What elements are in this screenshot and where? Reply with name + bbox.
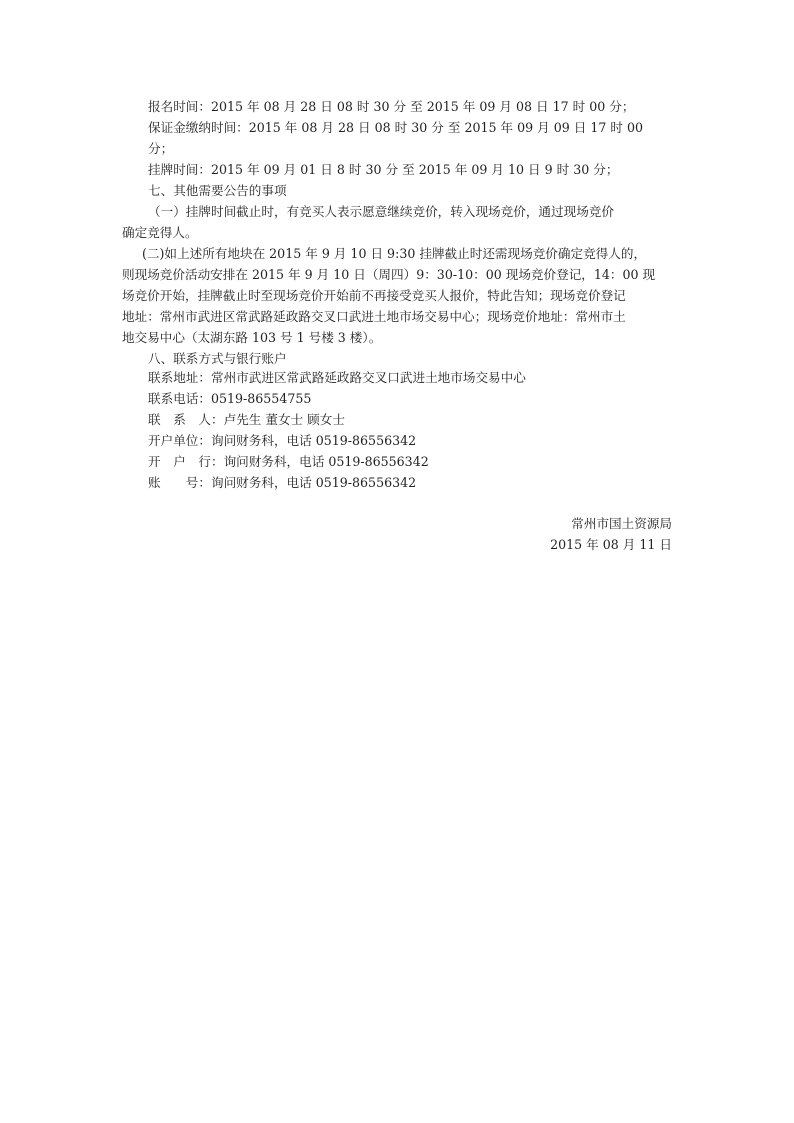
issuer-name: 常州市国土资源局 [571,516,672,531]
section7-item1-line2: 确定竞得人。 [122,225,198,240]
section8-heading: 八、联系方式与银行账户 [148,351,287,366]
section7-item2-line5: 地交易中心（太湖东路 103 号 1 号楼 3 楼）。 [122,330,382,345]
deposit-time-line1: 保证金缴纳时间：2015 年 08 月 28 日 08 时 30 分 至 2015 年 09 月 09 日 17 时 00 [148,120,644,135]
section7-item2-line2: 则现场竞价活动安排在 2015 年 9 月 10 日（周四）9：30-10：00 现场竞价登记，14：00 现 [122,267,656,282]
contact-address: 联系地址：常州市武进区常武路延政路交叉口武进土地市场交易中心 [148,370,526,385]
issue-date: 2015 年 08 月 11 日 [550,537,672,552]
section7-heading: 七、其他需要公告的事项 [148,183,287,198]
signup-time: 报名时间：2015 年 08 月 28 日 08 时 30 分 至 2015 年 09 月 08 日 17 时 00 分； [148,99,635,114]
account-unit: 开户单位：询问财务科，电话 0519-86556342 [148,433,417,448]
contact-persons: 联 系 人：卢先生 董女士 顾女士 [148,412,345,427]
section7-item2-line1: (二)如上述所有地块在 2015 年 9 月 10 日 9:30 挂牌截止时还需现场竞价确定竞得人的， [142,246,647,261]
deposit-time-line2: 分； [148,141,174,156]
section7-item2-line3: 场竞价开始，挂牌截止时至现场竞价开始前不再接受竞买人报价，特此告知；现场竞价登记 [122,288,626,303]
contact-phone: 联系电话：0519-86554755 [148,391,312,406]
section7-item1-line1: （一）挂牌时间截止时，有竞买人表示愿意继续竞价，转入现场竞价，通过现场竞价 [148,204,614,219]
section7-item2-line4: 地址：常州市武进区常武路延政路交叉口武进土地市场交易中心；现场竞价地址：常州市土 [122,309,626,324]
listing-time: 挂牌时间：2015 年 09 月 01 日 8 时 30 分 至 2015 年 09 月 10 日 9 时 30 分； [148,162,619,177]
account-number: 账 号：询问财务科，电话 0519-86556342 [148,475,417,490]
bank-name: 开 户 行：询问财务科，电话 0519-86556342 [148,454,429,469]
